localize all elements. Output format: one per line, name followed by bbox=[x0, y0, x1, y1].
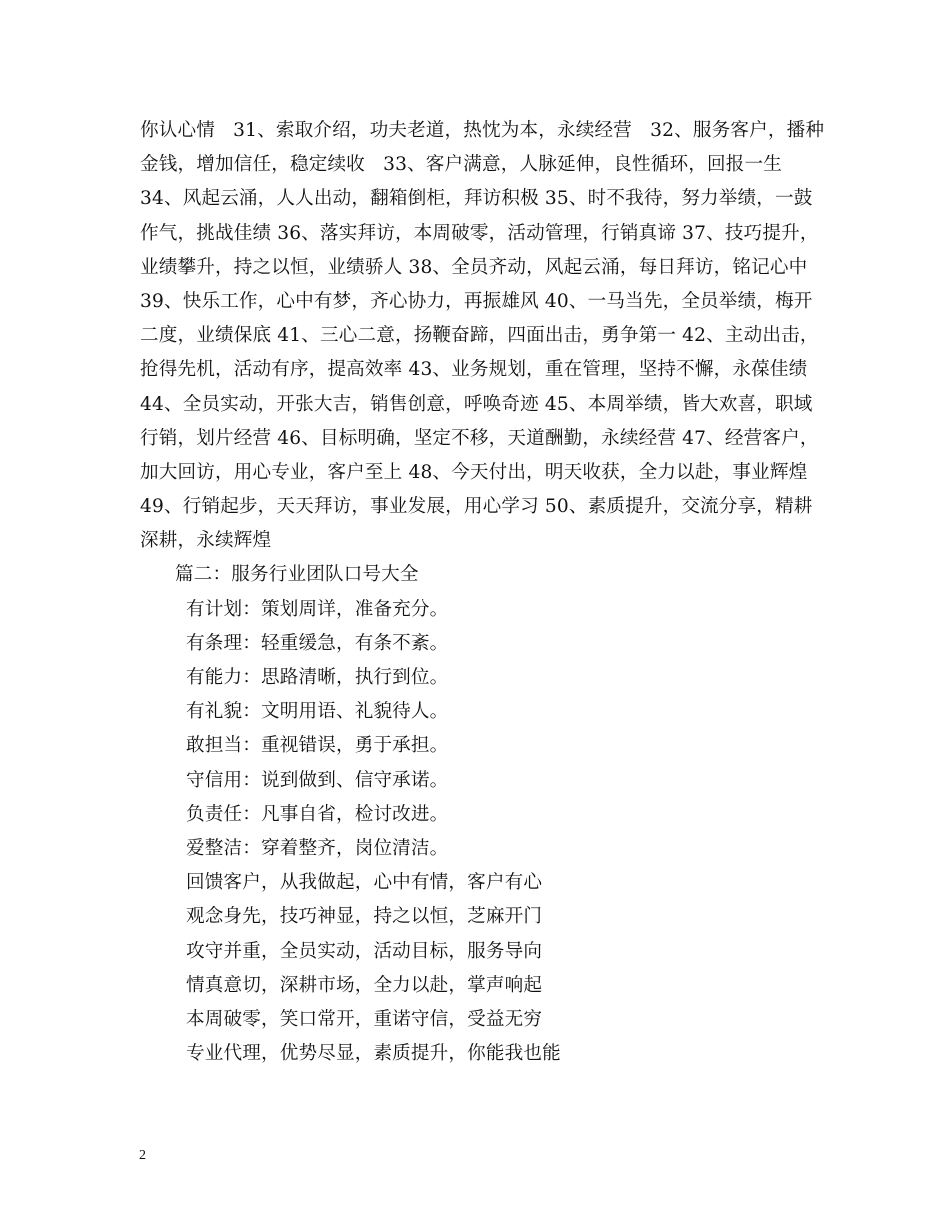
slogan-item: 有条理：轻重缓急，有条不紊。 bbox=[186, 632, 449, 654]
numbered-slogan-paragraph bbox=[140, 114, 830, 558]
slogan-item: 情真意切，深耕市场，全力以赴，掌声响起 bbox=[186, 974, 543, 996]
paragraph-line: 深耕，永续辉煌 bbox=[140, 530, 272, 552]
slogan-item: 守信用：说到做到、信守承诺。 bbox=[186, 769, 449, 791]
slogan-item: 回馈客户，从我做起，心中有情，客户有心 bbox=[186, 872, 543, 894]
paragraph-line: 49、行销起步，天天拜访，事业发展，用心学习 50、素质提升，交流分享，精耕 bbox=[140, 496, 813, 518]
slogan-item: 负责任：凡事自省，检讨改进。 bbox=[186, 803, 449, 825]
slogan-item: 攻守并重，全员实动，活动目标，服务导向 bbox=[186, 940, 543, 962]
slogan-list bbox=[140, 593, 830, 1072]
paragraph-line: 44、全员实动，开张大吉，销售创意，呼唤奇迹 45、本周举绩，皆大欢喜，职域 bbox=[140, 393, 813, 415]
document-body bbox=[140, 114, 830, 1071]
paragraph-line: 业绩攀升，持之以恒，业绩骄人 38、全员齐动，风起云涌，每日拜访，铭记心中 bbox=[140, 256, 808, 278]
section-heading: 篇二：服务行业团队口号大全 bbox=[175, 564, 419, 586]
paragraph-line: 二度，业绩保底 41、三心二意，扬鞭奋蹄，四面出击，勇争第一 42、主动出击， bbox=[140, 325, 819, 347]
slogan-item: 有计划：策划周详，准备充分。 bbox=[186, 598, 449, 620]
paragraph-line: 34、风起云涌，人人出动，翻箱倒柜，拜访积极 35、时不我待，努力举绩，一鼓 bbox=[140, 188, 813, 210]
slogan-item: 有能力：思路清晰，执行到位。 bbox=[186, 667, 449, 688]
slogan-item: 有礼貌：文明用语、礼貌待人。 bbox=[186, 701, 449, 723]
paragraph-line: 加大回访，用心专业，客户至上 48、今天付出，明天收获，全力以赴，事业辉煌 bbox=[140, 461, 808, 483]
paragraph-line: 作气，挑战佳绩 36、落实拜访，本周破零，活动管理，行销真谛 37、技巧提升， bbox=[140, 222, 819, 244]
paragraph-line: 抢得先机，活动有序，提高效率 43、业务规划，重在管理，坚持不懈，永葆佳绩 bbox=[140, 359, 808, 381]
slogan-item: 专业代理，优势尽显，素质提升，你能我也能 bbox=[186, 1043, 561, 1065]
paragraph-line: 你认心情 31、索取介绍，功夫老道，热忱为本，永续经营 32、服务客户，播种 bbox=[140, 120, 825, 141]
slogan-item: 爱整洁：穿着整齐，岗位清洁。 bbox=[186, 837, 449, 859]
slogan-item: 观念身先，技巧神显，持之以恒，芝麻开门 bbox=[186, 906, 543, 928]
paragraph-line: 39、快乐工作，心中有梦，齐心协力，再振雄风 40、一马当先，全员举绩，梅开 bbox=[140, 290, 813, 312]
slogan-item: 本周破零，笑口常开，重诺守信，受益无穷 bbox=[186, 1008, 543, 1030]
page-number: 2 bbox=[139, 1148, 146, 1163]
paragraph-line: 行销，划片经营 46、目标明确，坚定不移，天道酬勤，永续经营 47、经营客户， bbox=[140, 427, 819, 449]
paragraph-line: 金钱，增加信任，稳定续收 33、客户满意，人脉延伸，良性循环，回报一生 bbox=[140, 154, 782, 176]
slogan-item: 敢担当：重视错误，勇于承担。 bbox=[186, 735, 449, 757]
